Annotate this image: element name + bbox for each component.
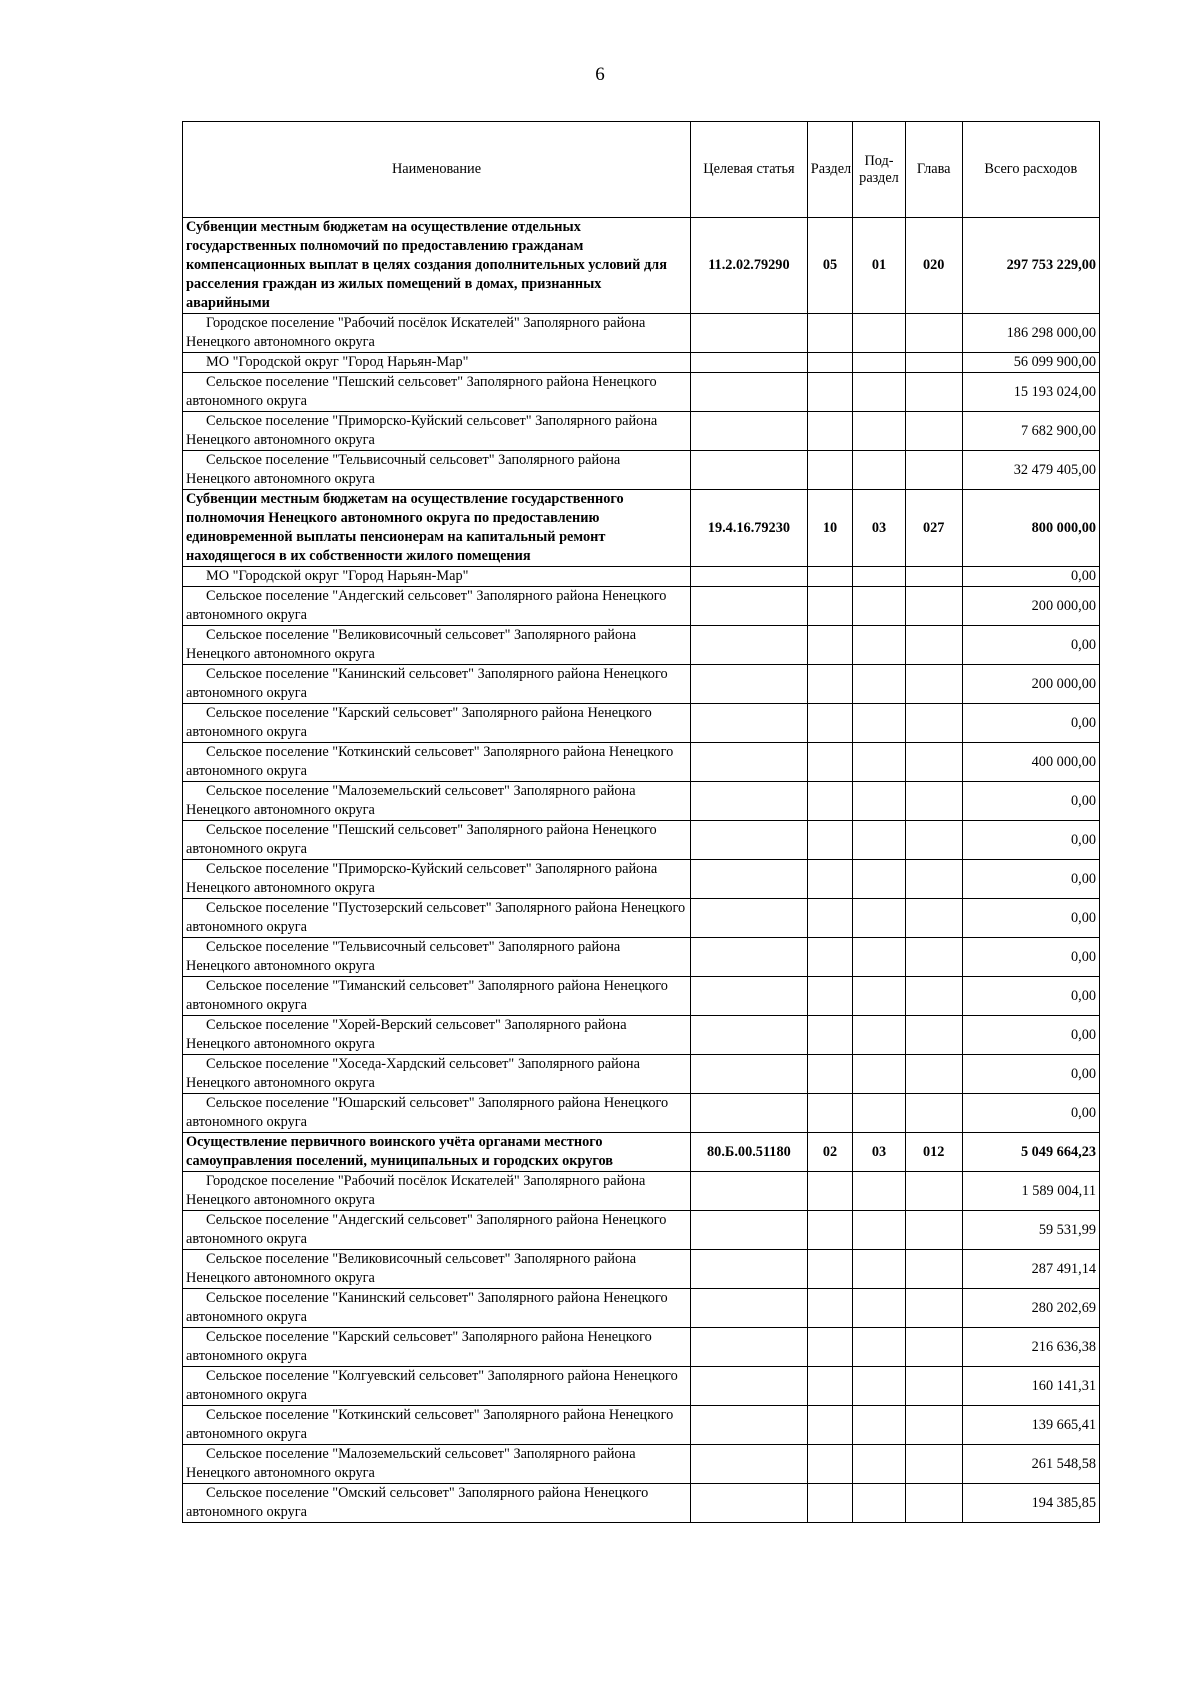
cell-name bbox=[183, 860, 691, 899]
cell-target-article bbox=[691, 860, 808, 899]
cell-name bbox=[183, 1016, 691, 1055]
cell-total-expenses: 59 531,99 bbox=[962, 1211, 1099, 1250]
cell-target-article bbox=[691, 704, 808, 743]
row-name-text: Сельское поселение "Андегский сельсовет" Заполярного района Ненецкого автономного округа bbox=[186, 588, 667, 623]
cell-section bbox=[807, 373, 852, 412]
cell-subsection bbox=[853, 1172, 906, 1211]
row-name-text: Субвенции местным бюджетам на осуществление государственного полномочия Ненецкого автономного округа по предоставлению единовременной выплаты пенсионерам на капитальный ремонт находящегося в их собственности жилого помещения bbox=[186, 491, 624, 564]
cell-name bbox=[183, 1133, 691, 1172]
cell-section bbox=[807, 1367, 852, 1406]
row-name-text: Сельское поселение "Канинский сельсовет" Заполярного района Ненецкого автономного округа bbox=[186, 1290, 668, 1325]
cell-section bbox=[807, 587, 852, 626]
cell-subsection bbox=[853, 1211, 906, 1250]
cell-section bbox=[807, 1016, 852, 1055]
cell-section: 02 bbox=[807, 1133, 852, 1172]
cell-name bbox=[183, 938, 691, 977]
cell-section bbox=[807, 782, 852, 821]
cell-target-article bbox=[691, 314, 808, 353]
row-name-text: Сельское поселение "Колгуевский сельсовет" Заполярного района Ненецкого автономного округа bbox=[186, 1368, 678, 1403]
cell-total-expenses: 297 753 229,00 bbox=[962, 218, 1099, 314]
cell-subsection bbox=[853, 314, 906, 353]
table-row bbox=[183, 1484, 1100, 1523]
cell-subsection bbox=[853, 451, 906, 490]
cell-name bbox=[183, 977, 691, 1016]
cell-total-expenses: 0,00 bbox=[962, 821, 1099, 860]
table-row bbox=[183, 1055, 1100, 1094]
cell-target-article: 80.Б.00.51180 bbox=[691, 1133, 808, 1172]
cell-subsection bbox=[853, 821, 906, 860]
table-row bbox=[183, 1289, 1100, 1328]
cell-chapter bbox=[905, 1367, 962, 1406]
cell-chapter bbox=[905, 665, 962, 704]
header-total-expenses: Всего расходов bbox=[962, 122, 1099, 218]
table-row bbox=[183, 373, 1100, 412]
cell-chapter bbox=[905, 412, 962, 451]
cell-total-expenses: 0,00 bbox=[962, 899, 1099, 938]
table-row bbox=[183, 1328, 1100, 1367]
cell-chapter bbox=[905, 782, 962, 821]
table-group-row bbox=[183, 1133, 1100, 1172]
cell-chapter bbox=[905, 314, 962, 353]
header-subsection-top: Под- bbox=[864, 152, 894, 169]
row-name-text: Сельское поселение "Тельвисочный сельсовет" Заполярного района Ненецкого автономного округа bbox=[186, 452, 621, 487]
cell-name bbox=[183, 490, 691, 567]
cell-target-article bbox=[691, 665, 808, 704]
cell-name bbox=[183, 353, 691, 373]
cell-chapter bbox=[905, 821, 962, 860]
row-name-text: Сельское поселение "Приморско-Куйский сельсовет" Заполярного района Ненецкого автономного округа bbox=[186, 861, 658, 896]
row-name-text: Сельское поселение "Малоземельский сельсовет" Заполярного района Ненецкого автономного округа bbox=[186, 783, 636, 818]
cell-total-expenses: 7 682 900,00 bbox=[962, 412, 1099, 451]
header-subsection bbox=[853, 122, 906, 218]
cell-subsection bbox=[853, 1289, 906, 1328]
cell-target-article bbox=[691, 1328, 808, 1367]
cell-total-expenses: 56 099 900,00 bbox=[962, 353, 1099, 373]
cell-chapter: 020 bbox=[905, 218, 962, 314]
cell-name bbox=[183, 1367, 691, 1406]
cell-section bbox=[807, 314, 852, 353]
cell-chapter bbox=[905, 1250, 962, 1289]
cell-name bbox=[183, 782, 691, 821]
cell-section bbox=[807, 1094, 852, 1133]
table-row bbox=[183, 353, 1100, 373]
cell-chapter: 012 bbox=[905, 1133, 962, 1172]
cell-total-expenses: 0,00 bbox=[962, 977, 1099, 1016]
cell-total-expenses: 139 665,41 bbox=[962, 1406, 1099, 1445]
cell-name bbox=[183, 373, 691, 412]
cell-target-article bbox=[691, 353, 808, 373]
cell-chapter bbox=[905, 1094, 962, 1133]
table-row bbox=[183, 977, 1100, 1016]
table-row bbox=[183, 451, 1100, 490]
cell-target-article bbox=[691, 587, 808, 626]
cell-section bbox=[807, 1328, 852, 1367]
cell-target-article bbox=[691, 821, 808, 860]
cell-total-expenses: 261 548,58 bbox=[962, 1445, 1099, 1484]
row-name-text: Сельское поселение "Великовисочный сельсовет" Заполярного района Ненецкого автономного округа bbox=[186, 627, 637, 662]
cell-total-expenses: 0,00 bbox=[962, 1094, 1099, 1133]
cell-total-expenses: 400 000,00 bbox=[962, 743, 1099, 782]
page-number: 6 bbox=[595, 64, 605, 85]
cell-target-article bbox=[691, 1484, 808, 1523]
table-row bbox=[183, 1016, 1100, 1055]
cell-chapter bbox=[905, 1445, 962, 1484]
row-name-text: Сельское поселение "Пешский сельсовет" Заполярного района Ненецкого автономного округа bbox=[186, 822, 657, 857]
table-row bbox=[183, 314, 1100, 353]
cell-section bbox=[807, 1289, 852, 1328]
cell-subsection bbox=[853, 938, 906, 977]
cell-total-expenses: 1 589 004,11 bbox=[962, 1172, 1099, 1211]
cell-subsection bbox=[853, 1094, 906, 1133]
header-target-article: Целевая статья bbox=[691, 122, 808, 218]
cell-name bbox=[183, 587, 691, 626]
cell-subsection bbox=[853, 626, 906, 665]
cell-section bbox=[807, 743, 852, 782]
cell-section bbox=[807, 567, 852, 587]
cell-name bbox=[183, 899, 691, 938]
table-row bbox=[183, 938, 1100, 977]
cell-chapter bbox=[905, 860, 962, 899]
cell-subsection bbox=[853, 353, 906, 373]
table-row bbox=[183, 626, 1100, 665]
row-name-text: Сельское поселение "Коткинский сельсовет" Заполярного района Ненецкого автономного округа bbox=[186, 744, 674, 779]
cell-subsection bbox=[853, 587, 906, 626]
cell-name bbox=[183, 704, 691, 743]
cell-section bbox=[807, 1250, 852, 1289]
cell-subsection bbox=[853, 1367, 906, 1406]
row-name-text: Сельское поселение "Юшарский сельсовет" Заполярного района Ненецкого автономного округа bbox=[186, 1095, 669, 1130]
cell-total-expenses: 0,00 bbox=[962, 782, 1099, 821]
cell-subsection bbox=[853, 1484, 906, 1523]
cell-target-article bbox=[691, 1016, 808, 1055]
row-name-text: Сельское поселение "Карский сельсовет" Заполярного района Ненецкого автономного округа bbox=[186, 705, 652, 740]
cell-section bbox=[807, 353, 852, 373]
cell-subsection bbox=[853, 899, 906, 938]
row-name-text: Сельское поселение "Коткинский сельсовет" Заполярного района Ненецкого автономного округа bbox=[186, 1407, 674, 1442]
cell-subsection bbox=[853, 373, 906, 412]
row-name-text: МО "Городской округ "Город Нарьян-Мар" bbox=[206, 354, 469, 370]
row-name-text: Сельское поселение "Хоседа-Хардский сельсовет" Заполярного района Ненецкого автономного округа bbox=[186, 1056, 640, 1091]
header-chapter: Глава bbox=[905, 122, 962, 218]
cell-name bbox=[183, 1289, 691, 1328]
cell-target-article bbox=[691, 1406, 808, 1445]
header-section: Раздел bbox=[807, 122, 852, 218]
cell-chapter bbox=[905, 1211, 962, 1250]
cell-section bbox=[807, 938, 852, 977]
cell-total-expenses: 800 000,00 bbox=[962, 490, 1099, 567]
cell-target-article bbox=[691, 977, 808, 1016]
cell-total-expenses: 186 298 000,00 bbox=[962, 314, 1099, 353]
cell-target-article bbox=[691, 1289, 808, 1328]
row-name-text: Сельское поселение "Тиманский сельсовет" Заполярного района Ненецкого автономного округа bbox=[186, 978, 668, 1013]
table-row bbox=[183, 704, 1100, 743]
cell-target-article bbox=[691, 1172, 808, 1211]
row-name-text: Сельское поселение "Хорей-Верский сельсовет" Заполярного района Ненецкого автономного округа bbox=[186, 1017, 627, 1052]
row-name-text: Сельское поселение "Андегский сельсовет" Заполярного района Ненецкого автономного округа bbox=[186, 1212, 667, 1247]
row-name-text: Городское поселение "Рабочий посёлок Искателей" Заполярного района Ненецкого автономного округа bbox=[186, 1173, 646, 1208]
table-row bbox=[183, 743, 1100, 782]
cell-total-expenses: 0,00 bbox=[962, 938, 1099, 977]
cell-subsection bbox=[853, 1406, 906, 1445]
cell-target-article bbox=[691, 938, 808, 977]
table-row bbox=[183, 1172, 1100, 1211]
cell-name bbox=[183, 743, 691, 782]
cell-subsection bbox=[853, 743, 906, 782]
cell-chapter bbox=[905, 977, 962, 1016]
row-name-text: Городское поселение "Рабочий посёлок Искателей" Заполярного района Ненецкого автономного округа bbox=[186, 315, 646, 350]
cell-section bbox=[807, 1445, 852, 1484]
cell-section bbox=[807, 412, 852, 451]
cell-section bbox=[807, 451, 852, 490]
table-row bbox=[183, 412, 1100, 451]
cell-target-article: 11.2.02.79290 bbox=[691, 218, 808, 314]
table-row bbox=[183, 860, 1100, 899]
table-row bbox=[183, 1406, 1100, 1445]
cell-chapter bbox=[905, 899, 962, 938]
row-name-text: Сельское поселение "Пустозерский сельсовет" Заполярного района Ненецкого автономного округа bbox=[186, 900, 686, 935]
cell-name bbox=[183, 412, 691, 451]
cell-chapter bbox=[905, 626, 962, 665]
cell-target-article: 19.4.16.79230 bbox=[691, 490, 808, 567]
cell-target-article bbox=[691, 1250, 808, 1289]
row-name-text: МО "Городской округ "Город Нарьян-Мар" bbox=[206, 568, 469, 584]
cell-chapter: 027 bbox=[905, 490, 962, 567]
table-row bbox=[183, 1445, 1100, 1484]
cell-total-expenses: 280 202,69 bbox=[962, 1289, 1099, 1328]
row-name-text: Сельское поселение "Приморско-Куйский сельсовет" Заполярного района Ненецкого автономного округа bbox=[186, 413, 658, 448]
cell-total-expenses: 15 193 024,00 bbox=[962, 373, 1099, 412]
cell-subsection: 01 bbox=[853, 218, 906, 314]
cell-target-article bbox=[691, 412, 808, 451]
cell-chapter bbox=[905, 587, 962, 626]
cell-subsection bbox=[853, 782, 906, 821]
cell-total-expenses: 0,00 bbox=[962, 860, 1099, 899]
cell-subsection: 03 bbox=[853, 490, 906, 567]
cell-section bbox=[807, 1211, 852, 1250]
cell-name bbox=[183, 218, 691, 314]
table-row bbox=[183, 1367, 1100, 1406]
table-row bbox=[183, 1250, 1100, 1289]
header-name: Наименование bbox=[183, 122, 691, 218]
row-name-text: Субвенции местным бюджетам на осуществление отдельных государственных полномочий по предоставлению гражданам компенсационных выплат в целях создания дополнительных условий для расселения граждан из жилых помещений в домах, признанных аварийными bbox=[186, 219, 667, 311]
cell-subsection bbox=[853, 665, 906, 704]
cell-total-expenses: 0,00 bbox=[962, 567, 1099, 587]
cell-chapter bbox=[905, 1406, 962, 1445]
expenditure-table bbox=[182, 121, 1100, 1523]
cell-section bbox=[807, 704, 852, 743]
cell-subsection bbox=[853, 977, 906, 1016]
cell-total-expenses: 5 049 664,23 bbox=[962, 1133, 1099, 1172]
header-subsection-bottom: раздел bbox=[859, 169, 899, 186]
cell-name bbox=[183, 1094, 691, 1133]
cell-subsection: 03 bbox=[853, 1133, 906, 1172]
table-row bbox=[183, 1211, 1100, 1250]
cell-chapter bbox=[905, 1289, 962, 1328]
table-row bbox=[183, 782, 1100, 821]
cell-target-article bbox=[691, 626, 808, 665]
cell-section bbox=[807, 1484, 852, 1523]
cell-total-expenses: 0,00 bbox=[962, 626, 1099, 665]
table-row bbox=[183, 1094, 1100, 1133]
cell-subsection bbox=[853, 1250, 906, 1289]
cell-chapter bbox=[905, 938, 962, 977]
cell-section: 05 bbox=[807, 218, 852, 314]
cell-section bbox=[807, 626, 852, 665]
table-row bbox=[183, 899, 1100, 938]
cell-total-expenses: 0,00 bbox=[962, 1055, 1099, 1094]
cell-target-article bbox=[691, 899, 808, 938]
cell-name bbox=[183, 1484, 691, 1523]
cell-total-expenses: 194 385,85 bbox=[962, 1484, 1099, 1523]
cell-subsection bbox=[853, 1016, 906, 1055]
cell-name bbox=[183, 567, 691, 587]
cell-target-article bbox=[691, 1211, 808, 1250]
cell-chapter bbox=[905, 1484, 962, 1523]
cell-total-expenses: 287 491,14 bbox=[962, 1250, 1099, 1289]
cell-chapter bbox=[905, 1016, 962, 1055]
cell-total-expenses: 32 479 405,00 bbox=[962, 451, 1099, 490]
cell-subsection bbox=[853, 1328, 906, 1367]
table-header-row bbox=[183, 122, 1100, 218]
cell-target-article bbox=[691, 373, 808, 412]
cell-name bbox=[183, 665, 691, 704]
cell-chapter bbox=[905, 353, 962, 373]
cell-target-article bbox=[691, 1094, 808, 1133]
cell-section bbox=[807, 899, 852, 938]
cell-subsection bbox=[853, 1055, 906, 1094]
cell-name bbox=[183, 451, 691, 490]
cell-chapter bbox=[905, 1055, 962, 1094]
cell-chapter bbox=[905, 1172, 962, 1211]
table-row bbox=[183, 587, 1100, 626]
table-row bbox=[183, 567, 1100, 587]
cell-name bbox=[183, 1328, 691, 1367]
cell-section bbox=[807, 1172, 852, 1211]
row-name-text: Сельское поселение "Пешский сельсовет" Заполярного района Ненецкого автономного округа bbox=[186, 374, 657, 409]
cell-name bbox=[183, 1211, 691, 1250]
cell-chapter bbox=[905, 567, 962, 587]
row-name-text: Сельское поселение "Омский сельсовет" Заполярного района Ненецкого автономного округа bbox=[186, 1485, 649, 1520]
cell-name bbox=[183, 1172, 691, 1211]
cell-target-article bbox=[691, 1367, 808, 1406]
cell-chapter bbox=[905, 373, 962, 412]
cell-target-article bbox=[691, 743, 808, 782]
cell-section bbox=[807, 1055, 852, 1094]
cell-target-article bbox=[691, 451, 808, 490]
cell-name bbox=[183, 314, 691, 353]
cell-section bbox=[807, 821, 852, 860]
cell-target-article bbox=[691, 1055, 808, 1094]
table-group-row bbox=[183, 490, 1100, 567]
cell-name bbox=[183, 1406, 691, 1445]
cell-name bbox=[183, 1055, 691, 1094]
cell-subsection bbox=[853, 1445, 906, 1484]
table-body bbox=[183, 218, 1100, 1523]
row-name-text: Сельское поселение "Карский сельсовет" Заполярного района Ненецкого автономного округа bbox=[186, 1329, 652, 1364]
row-name-text: Сельское поселение "Великовисочный сельсовет" Заполярного района Ненецкого автономного округа bbox=[186, 1251, 637, 1286]
cell-target-article bbox=[691, 1445, 808, 1484]
row-name-text: Сельское поселение "Канинский сельсовет" Заполярного района Ненецкого автономного округа bbox=[186, 666, 668, 701]
cell-total-expenses: 0,00 bbox=[962, 1016, 1099, 1055]
cell-chapter bbox=[905, 704, 962, 743]
cell-section bbox=[807, 977, 852, 1016]
cell-section bbox=[807, 665, 852, 704]
cell-total-expenses: 160 141,31 bbox=[962, 1367, 1099, 1406]
cell-section: 10 bbox=[807, 490, 852, 567]
cell-target-article bbox=[691, 782, 808, 821]
cell-section bbox=[807, 860, 852, 899]
cell-name bbox=[183, 1445, 691, 1484]
table-row bbox=[183, 665, 1100, 704]
cell-total-expenses: 200 000,00 bbox=[962, 587, 1099, 626]
cell-subsection bbox=[853, 567, 906, 587]
cell-subsection bbox=[853, 704, 906, 743]
cell-chapter bbox=[905, 1328, 962, 1367]
row-name-text: Осуществление первичного воинского учёта органами местного самоуправления поселений, муниципальных и городских округов bbox=[186, 1134, 614, 1169]
cell-chapter bbox=[905, 743, 962, 782]
cell-name bbox=[183, 626, 691, 665]
table-row bbox=[183, 821, 1100, 860]
cell-total-expenses: 0,00 bbox=[962, 704, 1099, 743]
cell-subsection bbox=[853, 860, 906, 899]
cell-subsection bbox=[853, 412, 906, 451]
cell-target-article bbox=[691, 567, 808, 587]
cell-total-expenses: 200 000,00 bbox=[962, 665, 1099, 704]
cell-name bbox=[183, 821, 691, 860]
row-name-text: Сельское поселение "Тельвисочный сельсовет" Заполярного района Ненецкого автономного округа bbox=[186, 939, 621, 974]
table-group-row bbox=[183, 218, 1100, 314]
cell-name bbox=[183, 1250, 691, 1289]
cell-chapter bbox=[905, 451, 962, 490]
cell-total-expenses: 216 636,38 bbox=[962, 1328, 1099, 1367]
cell-section bbox=[807, 1406, 852, 1445]
row-name-text: Сельское поселение "Малоземельский сельсовет" Заполярного района Ненецкого автономного округа bbox=[186, 1446, 636, 1481]
